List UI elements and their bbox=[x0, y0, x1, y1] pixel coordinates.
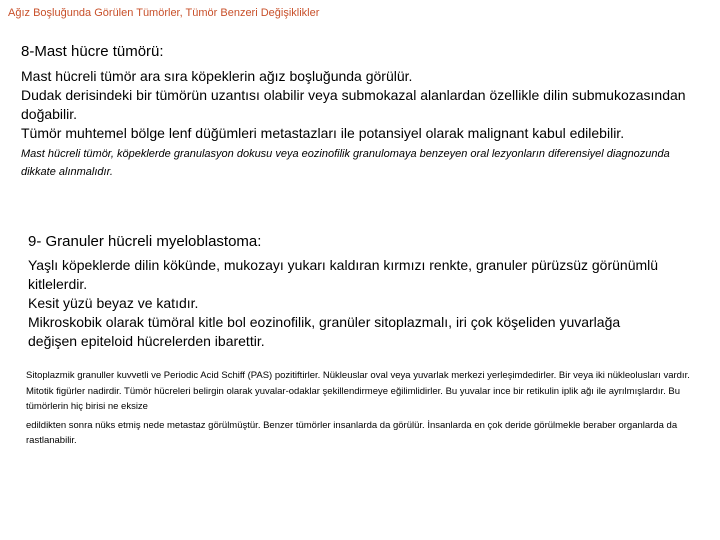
section-mast-cell-tumor bbox=[21, 42, 701, 181]
small-note bbox=[26, 368, 696, 449]
paragraph-line: Mikroskobik olarak tümöral kitle bol eozinofilik, granüler sitoplazmalı, iri çok köşeliden yuvarlağa değişen epiteloid hücrelerden ibarettir. bbox=[28, 314, 621, 349]
paragraph-line: Kesit yüzü beyaz ve katıdır. bbox=[28, 295, 199, 311]
paragraph-line: Yaşlı köpeklerde dilin kökünde, mukozayı yukarı kaldıran kırmızı renkte, granuler pürüzsüz görünümlü kitlelerdir. bbox=[28, 257, 659, 292]
section-granular-cell-myeloblastoma bbox=[26, 232, 690, 446]
page-title: Ağız Boşluğunda Görülen Tümörler, Tümör Benzeri Değişiklikler bbox=[8, 7, 320, 19]
section-heading: 9- Granuler hücreli myeloblastoma: bbox=[28, 233, 262, 250]
note-part-1: Sitoplazmik granuller kuvvetli ve Periodic Acid Schiff (PAS) pozitiftirler. Nükleuslar oval veya yuvarlak merkezi yerleşimdedirler. Bir veya iki nükleolusları vardır. Mitotik figürler nadirdir. Tümör hücreleri belirgin olarak yuvalar-odaklar şekillendirmeye eğilimlidirler. Bu yuvalar ince bir retikulin iplik ağı ile ayrılmışlardır. Bu tümörlerin hiç birisi ne eksize bbox=[26, 370, 690, 412]
paragraph-line: Tümör muhtemel bölge lenf düğümleri metastazları ile potansiyel olarak malignant kabul edilebilir. bbox=[21, 125, 625, 141]
note-part-2: edildikten sonra nüks etmiş nede metastaz görülmüştür. Benzer tümörler insanlarda da görülür. İnsanlarda en çok deride görülmekle beraber organlarda da rastlanabilir. bbox=[26, 419, 678, 446]
paragraph-line: Dudak derisindeki bir tümörün uzantısı olabilir veya submokazal alanlardan özellikle dilin submukozasından doğabilir. bbox=[21, 87, 686, 122]
paragraph-line: Mast hücreli tümör ara sıra köpeklerin ağız boşluğunda görülür. bbox=[21, 68, 413, 84]
italic-note: Mast hücreli tümör, köpeklerde granulasyon dokusu veya eozinofilik granulomaya benzeyen oral lezyonların diferensiyel diagnozunda dikkate alınmalıdır. bbox=[21, 148, 670, 178]
section-heading: 8-Mast hücre tümörü: bbox=[21, 43, 164, 60]
note-gap bbox=[26, 415, 696, 418]
